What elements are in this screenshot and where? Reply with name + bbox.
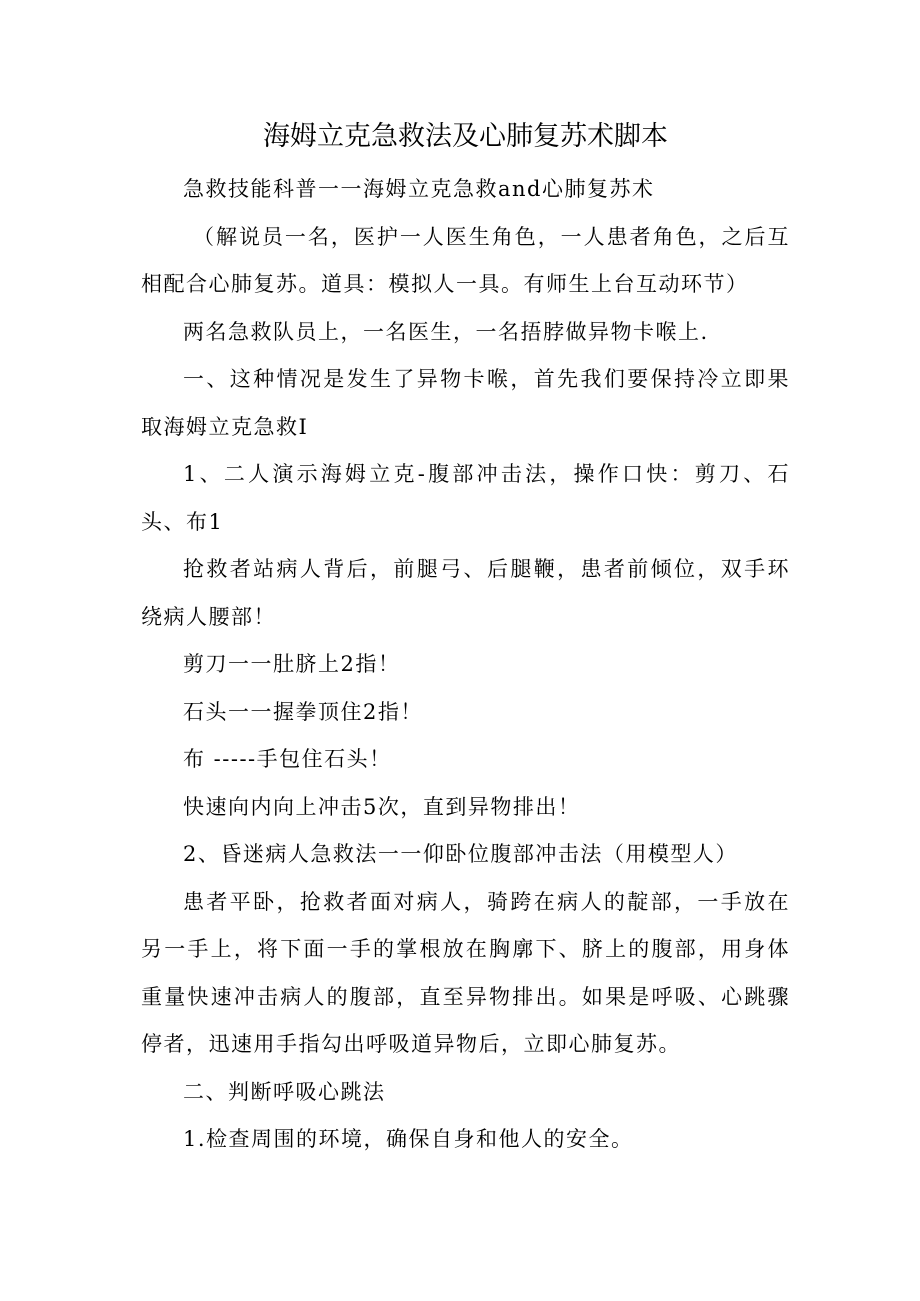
paper-line: 布 -----手包住石头！ [183, 747, 392, 771]
roles-paragraph: （解说员一名，医护一人医生角色，一人患者角色，之后互相配合心肺复苏。道具：模拟人一具。有师生上台互动环节） [141, 224, 790, 296]
section-two-heading: 二、判断呼吸心跳法 [183, 1079, 386, 1104]
supine-method-paragraph: 患者平卧，抢救者面对病人，骑跨在病人的靛部，一手放在另一手上，将下面一手的掌根放在胸廓下、脐上的腹部，用身体重量快速冲击病人的腹部，直至异物排出。如果是呼吸、心跳骤停者，迅速用手指勾出呼吸道异物后，立即心肺复苏。 [141, 889, 790, 1056]
section-one-heading: 一、这种情况是发生了异物卡喉，首先我们要保持冷立即果取海姆立克急救I [141, 367, 790, 439]
step-one-heading: 1、二人演示海姆立克-腹部冲击法，操作口快：剪刀、石头、布1 [141, 462, 790, 534]
intro-paragraph: 两名急救队员上，一名医生，一名捂脖做异物卡喉上. [183, 319, 709, 344]
thrust-line: 快速向内向上冲击5次，直到异物排出！ [183, 794, 581, 819]
rescuer-position-paragraph: 抢救者站病人背后，前腿弓、后腿鞭，患者前倾位，双手环绕病人腰部！ [141, 557, 790, 629]
scissors-line: 剪刀一一肚脐上2指！ [183, 652, 401, 676]
document-title: 海姆立克急救法及心肺复苏术脚本 [263, 121, 668, 152]
subtitle-paragraph: 急救技能科普一一海姆立克急救and心肺复苏术 [183, 177, 655, 201]
check-environment-line: 1.检查周围的环境，确保自身和他人的安全。 [183, 1127, 634, 1151]
rock-line: 石头一一握拳顶住2指！ [183, 699, 423, 724]
step-two-heading: 2、昏迷病人急救法一一仰卧位腹部冲击法（用模型人） [183, 842, 738, 866]
